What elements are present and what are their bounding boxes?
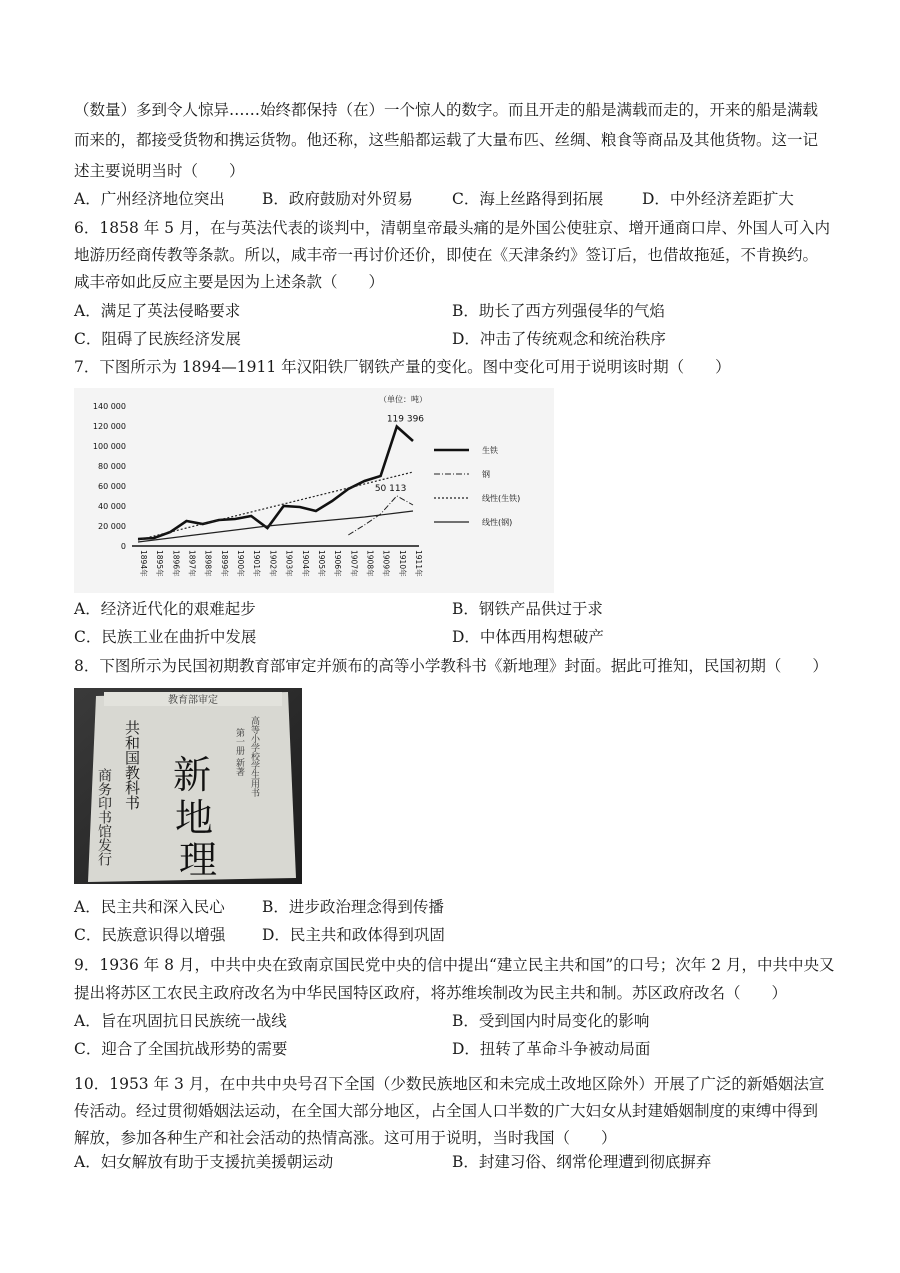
option-q8A: A．民主共和深入民心 bbox=[74, 898, 225, 916]
y-tick-label: 20 000 bbox=[98, 522, 126, 531]
cover-title-char: 地 bbox=[174, 796, 214, 840]
y-tick-label: 60 000 bbox=[98, 482, 126, 491]
option-q8B: B．进步政治理念得到传播 bbox=[262, 898, 444, 916]
x-tick-label: 1899年 bbox=[219, 550, 229, 577]
text-line-q6a: 6．1858 年 5 月，在与英法代表的谈判中，清朝皇帝最头痛的是外国公使驻京、增开通商口岸、外国人可入内 bbox=[74, 219, 830, 237]
y-tick-label: 140 000 bbox=[92, 402, 126, 411]
y-tick-label: 100 000 bbox=[92, 442, 126, 451]
cover-volume: 第一册 新著 bbox=[234, 728, 244, 776]
textbook-cover-svg bbox=[74, 688, 302, 884]
text-line-l1: （数量）多到令人惊异……始终都保持（在）一个惊人的数字。而且开走的船是满载而走的，开来的船是满载 bbox=[74, 101, 819, 119]
cover-series-title: 共和国教科书 bbox=[123, 720, 141, 810]
text-line-q10c: 解放，参加各种生产和社会活动的热情高涨。这可用于说明，当时我国（ ） bbox=[74, 1129, 617, 1147]
x-tick-label: 1898年 bbox=[203, 550, 213, 577]
text-line-l2: 而来的，都接受货物和携运货物。他还称，这些船都运载了大量布匹、丝绸、粮食等商品及其他货物。这一记 bbox=[74, 131, 819, 149]
x-tick-label: 1909年 bbox=[381, 550, 391, 577]
cover-publisher: 商务印书馆发行 bbox=[96, 768, 112, 866]
y-tick-label: 120 000 bbox=[92, 422, 126, 431]
option-q5B: B．政府鼓励对外贸易 bbox=[262, 190, 413, 208]
option-q5D: D．中外经济差距扩大 bbox=[642, 190, 794, 208]
x-tick-label: 1907年 bbox=[349, 550, 359, 577]
option-q8D: D．民主共和政体得到巩固 bbox=[262, 926, 445, 944]
iron-steel-chart bbox=[74, 388, 554, 593]
y-tick-label: 40 000 bbox=[98, 502, 126, 511]
x-tick-label: 1911年 bbox=[414, 550, 423, 577]
text-line-q8: 8．下图所示为民国初期教育部审定并颁布的高等小学教科书《新地理》封面。据此可推知，民国初期（ ） bbox=[74, 657, 828, 675]
x-tick-label: 1895年 bbox=[155, 550, 165, 577]
annotation-label: 50 113 bbox=[374, 483, 407, 494]
option-q9A: A．旨在巩固抗日民族统一战线 bbox=[74, 1012, 287, 1030]
option-q8C: C．民族意识得以增强 bbox=[74, 926, 226, 944]
unit-label: （单位：吨） bbox=[379, 395, 427, 404]
option-q6A: A．满足了英法侵略要求 bbox=[74, 302, 241, 320]
option-q9D: D．扭转了革命斗争被动局面 bbox=[452, 1040, 651, 1058]
cover-subtitle: 高等小学校学生用书 bbox=[249, 716, 259, 797]
annotation-label: 119 396 bbox=[386, 414, 425, 425]
x-tick-label: 1902年 bbox=[268, 550, 278, 577]
x-tick-label: 1897年 bbox=[187, 550, 197, 577]
text-line-q6b: 地游历经商传教等条款。所以，咸丰帝一再讨价还价，即使在《天津条约》签订后，也借故拖延，不肯换约。 bbox=[74, 246, 819, 264]
x-tick-label: 1906年 bbox=[333, 550, 343, 577]
x-tick-label: 1903年 bbox=[284, 550, 294, 577]
text-line-q10a: 10．1953 年 3 月，在中共中央号召下全国（少数民族地区和未完成土改地区除外）开展了广泛的新婚姻法宣 bbox=[74, 1075, 825, 1093]
option-q9B: B．受到国内时局变化的影响 bbox=[452, 1012, 650, 1030]
option-q5C: C．海上丝路得到拓展 bbox=[452, 190, 604, 208]
x-tick-label: 1908年 bbox=[365, 550, 375, 577]
chart-svg bbox=[74, 388, 554, 593]
text-line-q7: 7．下图所示为 1894—1911 年汉阳铁厂钢铁产量的变化。图中变化可用于说明该时期（ ） bbox=[74, 358, 731, 376]
textbook-cover-image bbox=[74, 688, 302, 884]
cover-top-banner: 教育部审定 bbox=[168, 695, 218, 706]
legend-label: 钢 bbox=[482, 470, 490, 479]
text-line-q9a: 9．1936 年 8 月，中共中央在致南京国民党中央的信中提出“建立民主共和国”的口号；次年 2 月，中共中央又 bbox=[74, 956, 835, 974]
text-line-q10b: 传活动。经过贯彻婚姻法运动，在全国大部分地区，占全国人口半数的广大妇女从封建婚姻制度的束缚中得到 bbox=[74, 1102, 819, 1120]
x-tick-label: 1905年 bbox=[316, 550, 326, 577]
legend-label: 线性(钢) bbox=[482, 518, 513, 527]
y-tick-label: 0 bbox=[120, 542, 126, 551]
option-q6D: D．冲击了传统观念和统治秩序 bbox=[452, 330, 666, 348]
option-q6C: C．阻碍了民族经济发展 bbox=[74, 330, 241, 348]
y-tick-label: 80 000 bbox=[98, 462, 126, 471]
option-q7B: B．钢铁产品供过于求 bbox=[452, 600, 603, 618]
option-q6B: B．助长了西方列强侵华的气焰 bbox=[452, 302, 665, 320]
legend-label: 生铁 bbox=[482, 446, 498, 455]
option-q9C: C．迎合了全国抗战形势的需要 bbox=[74, 1040, 288, 1058]
x-tick-label: 1901年 bbox=[252, 550, 262, 577]
text-line-l3: 述主要说明当时（ ） bbox=[74, 162, 245, 180]
cover-title-char: 理 bbox=[178, 838, 218, 882]
legend-label: 线性(生铁) bbox=[482, 494, 521, 503]
text-line-q6c: 咸丰帝如此反应主要是因为上述条款（ ） bbox=[74, 273, 385, 291]
cover-title-char: 新 bbox=[172, 753, 212, 797]
option-q10B: B．封建习俗、纲常伦理遭到彻底摒弃 bbox=[452, 1153, 712, 1171]
x-tick-label: 1894年 bbox=[139, 550, 148, 577]
series-line-2 bbox=[138, 472, 413, 540]
option-q7A: A．经济近代化的艰难起步 bbox=[74, 600, 256, 618]
x-tick-label: 1900年 bbox=[236, 550, 246, 577]
x-tick-label: 1910年 bbox=[397, 550, 407, 577]
option-q10A: A．妇女解放有助于支援抗美援朝运动 bbox=[74, 1153, 334, 1171]
option-q5A: A．广州经济地位突出 bbox=[74, 190, 225, 208]
x-tick-label: 1904年 bbox=[300, 550, 310, 577]
option-q7D: D．中体西用构想破产 bbox=[452, 628, 604, 646]
x-tick-label: 1896年 bbox=[171, 550, 181, 577]
text-line-q9b: 提出将苏区工农民主政府改名为中华民国特区政府，将苏维埃制改为民主共和制。苏区政府改名（ ） bbox=[74, 984, 788, 1002]
option-q7C: C．民族工业在曲折中发展 bbox=[74, 628, 257, 646]
